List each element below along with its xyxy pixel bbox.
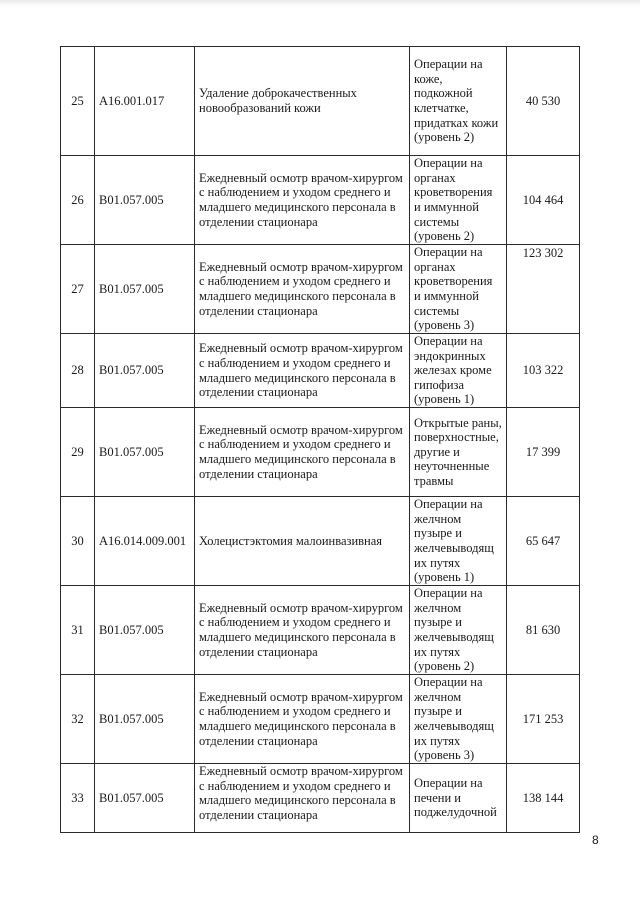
row-number: 30 [61,497,95,586]
service-price: 123 302 [507,245,580,334]
service-name: Ежедневный осмотр врачом-хирургом с наблюдением и уходом среднего и младшего медицинского персонала в отделении стационара [195,764,410,833]
service-code: B01.057.005 [95,408,195,497]
service-group: Операции на желчном пузыре и желчевыводящ их путях (уровень 2) [410,586,507,675]
table-row [61,764,580,833]
service-code: B01.057.005 [95,334,195,408]
service-group: Операции на желчном пузыре и желчевыводящ их путях (уровень 1) [410,497,507,586]
service-price: 138 144 [507,764,580,833]
service-name: Ежедневный осмотр врачом-хирургом с наблюдением и уходом среднего и младшего медицинского персонала в отделении стационара [195,156,410,245]
row-number: 28 [61,334,95,408]
service-code: A16.014.009.001 [95,497,195,586]
service-group: Операции на эндокринных железах кроме гипофиза (уровень 1) [410,334,507,408]
service-name: Ежедневный осмотр врачом-хирургом с наблюдением и уходом среднего и младшего медицинского персонала в отделении стационара [195,586,410,675]
price-table [60,46,580,833]
table-row [61,586,580,675]
service-name: Холецистэктомия малоинвазивная [195,497,410,586]
service-name: Ежедневный осмотр врачом-хирургом с наблюдением и уходом среднего и младшего медицинского персонала в отделении стационара [195,408,410,497]
service-code: B01.057.005 [95,675,195,764]
table-row [61,334,580,408]
row-number: 26 [61,156,95,245]
service-group: Операции на коже, подкожной клетчатке, придатках кожи (уровень 2) [410,47,507,156]
service-group: Открытые раны, поверхностные, другие и неуточненные травмы [410,408,507,497]
service-price: 171 253 [507,675,580,764]
row-number: 33 [61,764,95,833]
service-code: B01.057.005 [95,245,195,334]
service-name: Ежедневный осмотр врачом-хирургом с наблюдением и уходом среднего и младшего медицинского персонала в отделении стационара [195,334,410,408]
row-number: 32 [61,675,95,764]
service-name: Ежедневный осмотр врачом-хирургом с наблюдением и уходом среднего и младшего медицинского персонала в отделении стационара [195,675,410,764]
service-name-text: Удаление доброкачественных новообразований кожи [199,86,357,115]
service-price: 103 322 [507,334,580,408]
row-number: 29 [61,408,95,497]
table-row [61,408,580,497]
row-number: 31 [61,586,95,675]
service-group: Операции на печени и поджелудочной [410,764,507,833]
service-price: 40 530 [507,47,580,156]
service-price: 81 630 [507,586,580,675]
service-group: Операции на желчном пузыре и желчевыводящ их путях (уровень 3) [410,675,507,764]
page-number: 8 [592,833,599,847]
table-row [61,47,580,156]
table-row [61,156,580,245]
scan-edge [0,0,640,6]
service-code: B01.057.005 [95,586,195,675]
row-number: 27 [61,245,95,334]
service-name: Ежедневный осмотр врачом-хирургом с наблюдением и уходом среднего и младшего медицинского персонала в отделении стационара [195,245,410,334]
service-code: B01.057.005 [95,764,195,833]
service-code: B01.057.005 [95,156,195,245]
table-row [61,675,580,764]
service-price: 104 464 [507,156,580,245]
service-price: 65 647 [507,497,580,586]
service-price: 17 399 [507,408,580,497]
table-row [61,497,580,586]
service-code: A16.001.017 [95,47,195,156]
service-group: Операции на органах кроветворения и иммунной системы (уровень 3) [410,245,507,334]
table-row [61,245,580,334]
service-group: Операции на органах кроветворения и иммунной системы (уровень 2) [410,156,507,245]
row-number: 25 [61,47,95,156]
service-name [195,47,410,156]
